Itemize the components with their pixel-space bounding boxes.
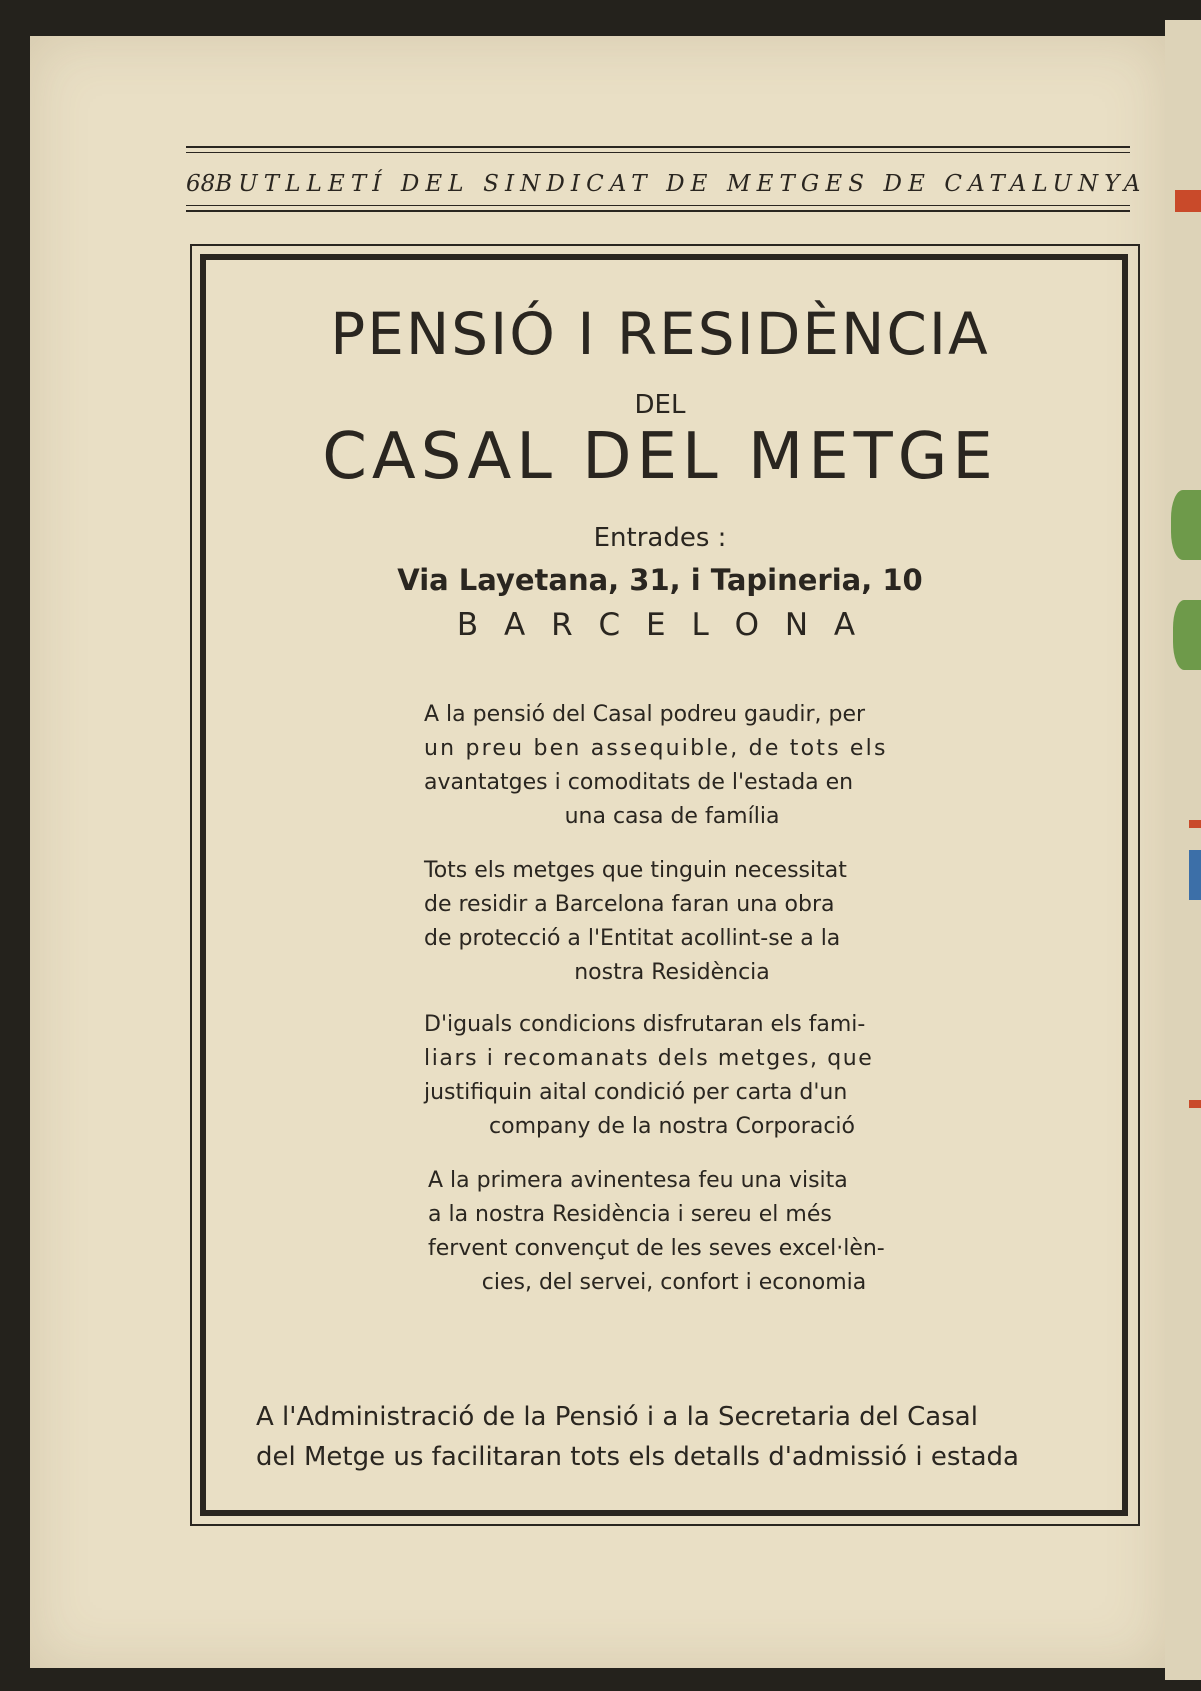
paragraph-line-text: A la pensió del Casal podreu gaudir, per (424, 702, 866, 727)
paragraph-line: de protecció a l'Entitat acollint-se a la (424, 926, 841, 951)
journal-title: BUTLLETÍ DEL SINDICAT DE METGES DE CATALUNYA (215, 171, 1147, 197)
paragraph-line: un preu ben assequible, de tots els (424, 736, 888, 761)
edge-red-mark (1189, 820, 1201, 828)
entrances-label: Entrades : (593, 523, 727, 553)
edge-red-mark (1175, 190, 1201, 212)
header-rule-bottom (186, 210, 1130, 212)
page-number: 68 (186, 171, 216, 197)
ad-title-line2: CASAL DEL METGE (322, 420, 998, 494)
paragraph-line: Tots els metges que tinguin necessitat (424, 858, 847, 883)
header-rule-top-thin (186, 152, 1130, 153)
edge-blue-mark (1189, 850, 1201, 900)
paragraph-line: liars i recomanats dels metges, que (424, 1046, 874, 1071)
ad-title-line1: PENSIÓ I RESIDÈNCIA (330, 300, 990, 368)
footer-line1: A l'Administració de la Pensió i a la Secretaria del Casal (256, 1402, 978, 1432)
city: B A R C E L O N A (456, 607, 864, 643)
edge-red-mark (1189, 1100, 1201, 1108)
header-rule-bottom-thin (186, 205, 1130, 206)
header-rule-top (186, 146, 1130, 148)
paragraph-last-line: cies, del servei, confort i economia (481, 1270, 867, 1295)
edge-green-leaf (1171, 490, 1201, 560)
running-head (186, 166, 1147, 202)
address: Via Layetana, 31, i Tapineria, 10 (397, 563, 923, 597)
paragraph-last-line: una casa de família (564, 804, 780, 829)
paragraph-line: avantatges i comoditats de l'estada en (424, 770, 854, 795)
paragraph-line: D'iguals condicions disfrutaran els fami- (424, 1012, 866, 1037)
edge-green-leaf (1173, 600, 1201, 670)
ad-title-del: DEL (634, 390, 686, 420)
paragraph-line: justifiquin aital condició per carta d'un (424, 1080, 848, 1105)
paragraph-line: a la nostra Residència i sereu el més (428, 1202, 832, 1227)
paragraph-last-line: company de la nostra Corporació (489, 1114, 855, 1139)
paragraph-last-line: nostra Residència (574, 960, 770, 985)
paragraph-line: A la primera avinentesa feu una visita (428, 1168, 848, 1193)
paragraph-line: de residir a Barcelona faran una obra (424, 892, 835, 917)
footer-line2: del Metge us facilitaran tots els detalls d'admissió i estada (256, 1442, 1019, 1472)
paragraph-line: fervent convençut de les seves excel·lèn- (428, 1236, 885, 1261)
paragraph-line (424, 702, 920, 727)
page-edge (1165, 20, 1201, 1680)
